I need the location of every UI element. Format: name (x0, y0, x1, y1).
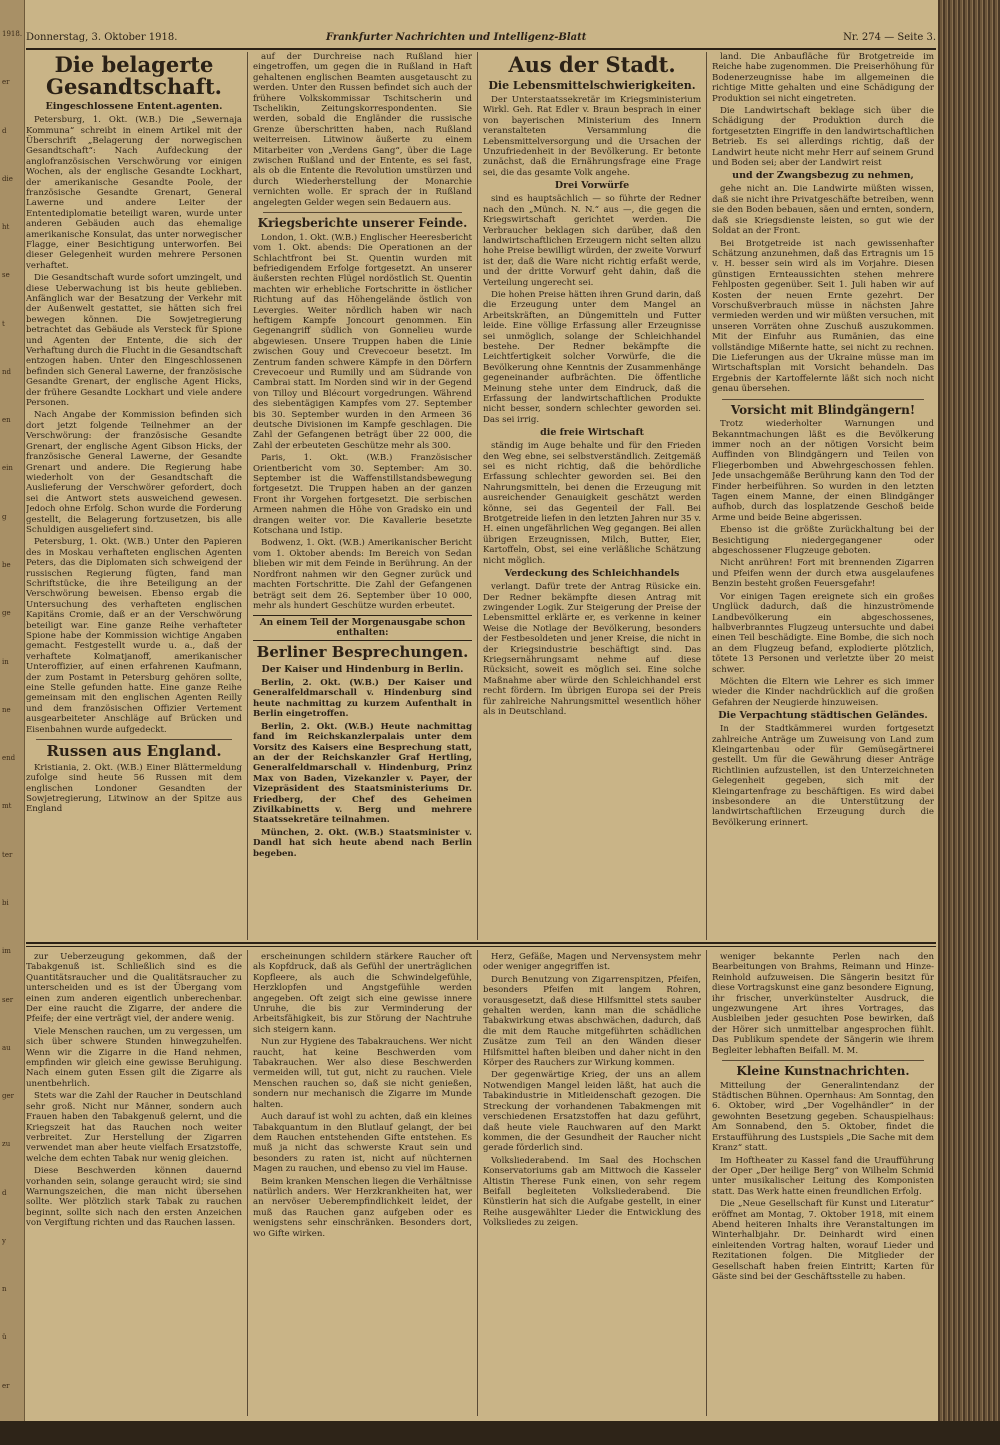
article-paragraph: München, 2. Okt. (W.B.) Staatsminister v. Dandl hat sich heute abend nach Berlin begeben. (253, 827, 472, 859)
page-masthead (26, 28, 936, 50)
subhead-freie-wirtschaft: die freie Wirtschaft (540, 427, 644, 439)
binding-fragment: 1918. (2, 30, 23, 38)
article-paragraph: Bodwenz, 1. Okt. (W.B.) Amerikanischer Bericht vom 1. Oktober abends: Im Bereich von Sedan blieben wir mit dem Feinde in Berührung. An der Nordfront nahmen wir den Gegner zurück und machten Fortschritte. Die Zahl der Gefangenen beträgt seit dem 26. September über 10 000, mehr als hundert Geschütze wurden erbeutet. (253, 538, 472, 611)
feuilleton-column-1 (26, 952, 242, 1416)
binding-fragment: d (2, 1188, 7, 1197)
binding-fragment: bi (2, 898, 9, 907)
article-paragraph: Die Landwirtschaft beklage sich über die Schädigung der Produktion durch die fortgesetzten Eingriffe in den landwirtschaftlichen Betrieb. Es sei allerdings richtig, daß der Landwirt heute nicht mehr Herr auf seinem Grund und Boden sei; aber der Landwirt reist (712, 106, 934, 169)
article-paragraph: Nach Angabe der Kommission befinden sich dort jetzt folgende Teilnehmer an der Verschwörung: der französische Gesandte Grenart, der englische Agent Gibson Hicks, der französische General Lawerne, der Gesandte Grenart und andere. Die Regierung habe wiederholt von der Gesandtschaft die Auslieferung der Verschwörer gefordert, doch sei die Antwort stets ausweichend gewesen. Jedoch ohne Erfolg. Schon wurde die Forderung gestellt, die Belagerung fortzusetzen, bis alle Schuldigen ausgeliefert sind. (26, 410, 242, 535)
subhead-drei-vorwuerfe: Drei Vorwürfe (554, 180, 630, 192)
feuilleton-column-4 (712, 952, 934, 1416)
binding-fragment: ü (2, 1333, 7, 1342)
article-paragraph: Der Unterstaatssekretär im Kriegsministerium Wirkl. Geh. Rat Edler v. Braun besprach in einer von bayerischen Ministerium des Innern veranstalteten Versammlung die Lebensmittelversorgung und die Ursachen der Unzufriedenheit in der Bevölkerung. Er betonte zunächst, daß die Ernährungsfrage eine Frage sei, die das gesamte Volk angehe. (483, 95, 701, 178)
subhead-kaiser-hindenburg: Der Kaiser und Hindenburg in Berlin. (261, 664, 464, 676)
feuilleton-paragraph: Beim kranken Menschen liegen die Verhältnisse natürlich anders. Wer Herzkrankheiten hat, wer an nervöser Ueberempfindlichkeit leidet, der muß das Rauchen ganz aufgeben oder es wenigstens sehr einschränken. Besonders dort, wo Gifte wirken. (253, 1176, 472, 1239)
binding-fragment: en (2, 416, 11, 425)
subhead-entente-agenten: Eingeschlossene Entent.agenten. (45, 101, 223, 113)
binding-fragment: ht (2, 223, 10, 232)
section-divider (722, 1060, 924, 1061)
feuilleton-paragraph: Volksliederabend. Im Saal des Hochschen Konservatoriums gab am Mittwoch die Kasseler Altistin Therese Funk einen, von sehr regem Beifall begleiteten Volksliederabend. Die Künstlerin hat sich die Aufgabe gestellt, in einer Reihe ausgewählter Lieder die Entwicklung des Volksliedes zu zeigen. (483, 1155, 701, 1229)
feuilleton-paragraph: weniger bekannte Perlen nach den Bearbeitungen von Brahms, Reimann und Hinze-Reinhold aufzuweisen. Die Sängerin besitzt für diese Vortragskunst eine ganz besondere Eignung, ihr frischer, unverkünstelter Ausdruck, die ungezwungene Art ihres Vortrages, das Ausbleiben jeder gesuchten Pose bewirken, daß der Hörer sich unmittelbar angesprochen fühlt. Das Publikum spendete der Sängerin wie ihrem Begleiter lebhaften Beifall. M. M. (712, 952, 934, 1056)
book-fore-edge (938, 0, 1000, 1445)
masthead-date: Donnerstag, 3. Oktober 1918. (26, 32, 178, 43)
subhead-lebensmittel: Die Lebensmittelschwierigkeiten. (488, 79, 696, 93)
subhead-verpachtung: Die Verpachtung städtischen Geländes. (718, 710, 928, 722)
column-rule (247, 52, 248, 940)
binding-fragment: ser (2, 995, 14, 1004)
section-divider (722, 399, 924, 400)
article-paragraph: Paris, 1. Okt. (W.B.) Französischer Orientbericht vom 30. September: Am 30. September ist die Waffenstillstandsbewegung fortgesetzt. Die Truppen haben an der ganzen Front ihr Vorgehen fortgesetzt. Die serbischen Armeen nahmen die Höhe von Gradsko ein und drangen weiter vor. Die Kavallerie besetzte Kotschana und Istip. (253, 453, 472, 537)
feuilleton-paragraph: erscheinungen schildern stärkere Raucher oft als Kopfdruck, daß als Gefühl der unerträglichen Kopfleere, als auch die Schwindelgefühle, Herzklopfen und Angstgefühle werden angegeben. Oft zeigt sich eine gewisse innere Unruhe, die bis zur Verminderung der Arbeitsfähigkeit, bis zur Störung der Nachtruhe sich steigern kann. (253, 952, 472, 1035)
column-2 (253, 52, 472, 940)
feuilleton-divider-thin (26, 946, 936, 947)
article-paragraph: land. Die Anbaufläche für Brotgetreide im Reiche habe zugenommen. Die Preiserhöhung für Bodenerzeugnisse habe im allgemeinen die richtige Mitte gehalten und eine Schädigung der Produktion sei nicht eingetreten. (712, 52, 934, 104)
feuilleton-paragraph: Nun zur Hygiene des Tabakrauchens. Wer nicht raucht, hat keine Beschwerden vom Tabakrauchen. Wer also diese Beschwerden vermeiden will, tut gut, nicht zu rauchen. Viele Menschen rauchen so, daß sie nicht genießen, sondern nur mechanisch die Zigarre im Munde halten. (253, 1037, 472, 1110)
feuilleton-paragraph: Im Hoftheater zu Kassel fand die Uraufführung der Oper „Der heilige Berg“ von Wilhelm Schmid unter musikalischer Leitung des Komponisten statt. Das Werk hatte einen freundlichen Erfolg. (712, 1155, 934, 1197)
subhead-zwangsbezug: und der Zwangsbezug zu nehmen, (732, 170, 914, 182)
article-paragraph: gehe nicht an. Die Landwirte müßten wissen, daß sie nicht ihre Privatgeschäfte betreiben, wenn sie den Boden bebauen, säen und ernten, sondern, daß sie Kriegsdienste leisten, so gut wie der Soldat an der Front. (712, 184, 934, 237)
article-paragraph: Berlin, 2. Okt. (W.B.) Heute nachmittag fand im Reichskanzlerpalais unter dem Vorsitz des Kaisers eine Besprechung statt, an der der Reichskanzler Graf Hertling, Generalfeldmarschall v. Hindenburg, Prinz Max von Baden, Vizekanzler v. Payer, der Vizepräsident des Staatsministeriums Dr. Friedberg, der Chef des Geheimen Zivilkabinetts v. Berg und mehrere Staatssekretäre teilnahmen. (253, 721, 472, 826)
subhead-schleichhandel: Verdeckung des Schleichhandels (504, 568, 680, 580)
column-1 (26, 52, 242, 940)
article-paragraph: Die Gesandtschaft wurde sofort umzingelt, und diese Ueberwachung ist bis heute geblieben. Anfänglich war der Besatzung der Verkehr mit der Außenwelt gestattet, sie hätten sich frei bewegen können. Die Sowjetregierung betrachtet das Gebäude als Versteck für Spione und Agenten der Entente, die sich der Verhaftung durch die Flucht in die Gesandtschaft entzogen haben. Unter den Eingeschlossenen befinden sich General Lawerne, der französische Gesandte Grenart, der englische Agent Hicks, der frühere Gesandte Lockhart und viele andere Personen. (26, 273, 242, 409)
feuilleton-paragraph: Mitteilung der Generalintendanz der Städtischen Bühnen. Opernhaus: Am Sonntag, den 6. Oktober, wird „Der Vogelhändler“ in der gewohnten Besetzung gegeben. Schauspielhaus: Am Sonnabend, den 5. Oktober, findet die Erstaufführung des Lustspiels „Die Sache mit dem Kranz“ statt. (712, 1080, 934, 1154)
column-rule (477, 52, 478, 940)
binding-fragment: in (2, 657, 9, 666)
binding-fragment: d (2, 126, 7, 135)
article-paragraph: ständig im Auge behalte und für den Frieden den Weg ebne, sei selbstverständlich. Zeitgemäß sei es nicht richtig, daß die behördliche Erfassung schlechter geworden sei. Bei den Nahrungsmitteln, bei denen die Erzeugung mit ausreichender Genauigkeit geschätzt werden könne, sei das Gegenteil der Fall. Bei Brotgetreide liefen in den letzten Jahren nur 35 v. H. einen ungefährlichen Weg gegangen. Bei allen übrigen Erzeugnissen, Milch, Butter, Eier, Kartoffeln, Obst, sei eine verläßliche Schätzung nicht möglich. (483, 441, 701, 566)
headline-blindgaenger: Vorsicht mit Blindgängern! (730, 402, 916, 417)
binding-fragment: t (2, 319, 5, 328)
article-paragraph: Berlin, 2. Okt. (W.B.) Der Kaiser und Generalfeldmarschall v. Hindenburg sind heute nachmittag zu kurzem Aufenthalt in Berlin eingetroffen. (253, 678, 472, 720)
article-paragraph: Ebenso ist die größte Zurückhaltung bei der Besichtigung niedergegangener oder abgeschossener Flugzeuge geboten. (712, 525, 934, 557)
headline-berliner-besprechungen: Berliner Besprechungen. (256, 643, 469, 662)
feuilleton-paragraph: Der gegenwärtige Krieg, der uns an allem Notwendigen Mangel leiden läßt, hat auch die Tabakindustrie in Mitleidenschaft gezogen. Die Streckung der vorhandenen Tabakmengen mit verschiedenen Ersatzstoffen hat dazu geführt, daß heute viele Rauchwaren auf den Markt kommen, die der Gesundheit der Raucher nicht gerade förderlich sind. (483, 1070, 701, 1154)
feuilleton-paragraph: Die „Neue Gesellschaft für Kunst und Literatur“ eröffnet am Montag, 7. Oktober 1918, mit einem Abend heiteren Inhalts ihre Veranstaltungen im Winterhalbjahr. Dr. Deinhardt wird einen einleitenden Vortrag halten, worauf Lieder und Rezitationen folgen. Die Mitglieder der Gesellschaft haben freien Eintritt; Karten für Gäste sind bei der Geschäftsstelle zu haben. (712, 1199, 934, 1282)
column-rule (247, 950, 248, 1416)
binding-fragment: er (2, 1381, 10, 1390)
binding-fragment: ger (2, 1092, 14, 1101)
binding-fragment: se (2, 271, 10, 280)
article-paragraph: Trotz wiederholter Warnungen und Bekanntmachungen läßt es die Bevölkerung immer noch an der nötigen Vorsicht beim Auffinden von Blindgängern und Teilen von Fliegerbomben und Abwehrgeschossen fehlen. Jede unsachgemäße Berührung kann den Tod der Finder herbeiführen. So wurden in den letzten Tagen einem Manne, der einen Blindgänger aufhob, durch das losplatzende Geschoß beide Arme und beide Beine abgerissen. (712, 419, 934, 523)
binding-fragment: ge (2, 609, 11, 618)
headline-kunstnachrichten: Kleine Kunstnachrichten. (736, 1064, 910, 1079)
article-paragraph: Vor einigen Tagen ereignete sich ein großes Unglück dadurch, daß die hinzuströmende Landbevölkerung ein abgeschossenes, halbverbranntes Flugzeug untersuchte und dabei einen Teil beschädigte. Eine Bombe, die sich noch an dem Flugzeug befand, explodierte plötzlich, tötete 13 Personen und verletzte über 20 meist schwer. (712, 591, 934, 675)
article-paragraph: London, 1. Okt. (W.B.) Englischer Heeresbericht vom 1. Okt. abends: Die Operationen an der Schlachtfront bei St. Quentin wurden mit befriedigendem Erfolge fortgesetzt. An unserer äußersten rechten Flügel nordöstlich St. Quentin machten wir erhebliche Fortschritte in östlicher Richtung auf das Höhengelände östlich von Levergies. Weiter nördlich haben wir nach heftigem Kampfe Joncourt genommen. Ein Gegenangriff südlich von Gonnelieu wurde abgewiesen. Unsere Truppen haben die Linie zwischen Gouy und Crevecoeur besetzt. Im Zentrum fanden schwere Kämpfe in den Dörfern Crevecoeur und Rumilly und am Südrande von Cambrai statt. Im Norden sind wir in der Gegend von Tilloy und Blécourt vorgedrungen. Während des siebentägigen Kampfes vom 27. September bis 30. September wurden in den Armeen 36 deutsche Divisionen im Kampfe geschlagen. Die Zahl der Gefangenen beträgt über 22 000, die Zahl der erbeuteten Geschütze mehr als 300. (253, 232, 472, 451)
column-4 (712, 52, 934, 940)
feuilleton-paragraph: Durch Benutzung von Zigarrenspitzen, Pfeifen, besonders Pfeifen mit langem Rohren, vorausgesetzt, daß diese Hilfsmittel stets sauber gehalten werden, kann man die schädliche Tabakwirkung etwas abschwächen, dadurch, daß die mit dem Rauche mitgeführten schädlichen Zusätze zum Teil an den Wänden dieser Hilfsmittel haften bleiben und daher nicht in den Körper des Rauchers zur Wirkung kommen. (483, 974, 701, 1069)
article-paragraph: auf der Durchreise nach Rußland hier eingetroffen, um gegen die in Rußland in Haft gehaltenen englischen Beamten ausgetauscht zu werden. Unter den Russen befindet sich auch der frühere Volkskommissar Tschitscherin und Tschelikin, Zeitungskorrespondenten. Sie werden, sobald die Engländer die russische Grenze überschritten haben, nach Rußland weiterreisen. Litwinow äußerte zu einem Mitarbeiter von „Verdens Gang“, über die Lage zwischen Rußland und der Entente, es sei fast, als ob die Entente die Revolution umstürzen und durch Wiederherstellung der Monarchie vernichten wolle. Er sprach der in Rußland angelegten Gelder wegen sein Bedauern aus. (253, 52, 472, 208)
binding-fragment: nd (2, 367, 11, 376)
binding-fragment: ne (2, 705, 11, 714)
column-rule (477, 950, 478, 1416)
article-paragraph: Petersburg, 1. Okt. (W.B.) Die „Sewernaja Kommuna“ schreibt in einem Artikel mit der Überschrift „Belagerung der norwegischen Gesandtschaft“: Nach Aufdeckung der anglofranzösischen Verschwörung vor einigen Wochen, als der englische Gesandte Lockhart, der amerikanische Gesandte Poole, der französische Gesandte Grenart, General Lawerne und andere Leiter der Ententediplomatie beteiligt waren, wurde unter anderen Gebäuden auch das ehemalige amerikanische Konsulat, das unter norwegischer Flagge, einer Besichtigung unterworfen. Bei dieser Gelegenheit wurden mehrere Personen verhaftet. (26, 115, 242, 271)
newspaper-sheet (26, 28, 936, 1418)
binding-fragment: n (2, 1285, 7, 1294)
binding-fragment: im (2, 947, 11, 956)
column-3 (483, 52, 701, 940)
headline-aus-der-stadt: Aus der Stadt. (508, 52, 676, 77)
binding-fragment: ein (2, 464, 13, 473)
article-paragraph: Kristiania, 2. Okt. (W.B.) Einer Blättermeldung zufolge sind heute 56 Russen mit dem englischen Londoner Gesandten der Sowjetregierung, Litwinow an der Spitze aus England (26, 762, 242, 815)
feuilleton-divider (26, 942, 936, 944)
feuilleton-paragraph: Stets war die Zahl der Raucher in Deutschland sehr groß. Nicht nur Männer, sondern auch Frauen haben den Tabakgenuß gelernt, und die Kriegszeit hat das Rauchen noch weiter verbreitet. Zur Herstellung der Zigarren verwendet man aber heute vielfach Ersatzstoffe, welche dem echten Tabak nur wenig gleichen. (26, 1091, 242, 1164)
feuilleton-paragraph: Viele Menschen rauchen, um zu vergessen, um sich über schwere Stunden hinwegzuhelfen. Wenn wir die Zigarre in die Hand nehmen, empfinden wir gleich eine gewisse Beruhigung. Nach einem guten Essen gilt die Zigarre als unentbehrlich. (26, 1026, 242, 1089)
binding-fragment: be (2, 561, 11, 570)
notice-morgenausgabe: An einem Teil der Morgenausgabe schon enthalten: (253, 615, 472, 641)
headline-russen-aus-england: Russen aus England. (46, 742, 222, 761)
headline-kriegsberichte: Kriegsberichte unserer Feinde. (257, 216, 468, 231)
binding-fragment: er (2, 78, 10, 87)
binding-fragment: y (2, 1236, 6, 1245)
binding-fragment: zu (2, 1140, 11, 1149)
feuilleton-paragraph: Diese Beschwerden können dauernd vorhanden sein, solange geraucht wird; sie sind Warnungszeichen, die man nicht übersehen sollte. Wer plötzlich stark Tabak zu rauchen beginnt, sollte sich nach den ersten Anzeichen von Vergiftung richten und das Rauchen lassen. (26, 1166, 242, 1229)
feuilleton-paragraph: zur Ueberzeugung gekommen, daß der Tabakgenuß ist. Schließlich sind es die Quantitätsraucher und die Qualitätsraucher zu unterscheiden und es ist der Übergang vom einen zum anderen eigentlich unberechenbar. Der eine raucht die Zigarre, der andere die Pfeife; der eine verträgt viel, der andere wenig. (26, 952, 242, 1025)
article-paragraph: sind es hauptsächlich — so führte der Redner nach den „Münch. N. N.“ aus —, die gegen die Kriegswirtschaft gerichtet werden. Die Verbraucher beklagen sich darüber, daß den landwirtschaftlichen Erzeugern nicht selten allzu hohe Preise bewilligt würden, der zweite Vorwurf ist der, daß die Ware nicht richtig erfaßt werde, und der dritte Vorwurf geht dahin, daß die Verteilung ungerecht sei. (483, 194, 701, 288)
article-paragraph: Möchten die Eltern wie Lehrer es sich immer wieder die Kinder nachdrücklich auf die großen Gefahren der Neugierde hinzuweisen. (712, 676, 934, 708)
feuilleton-paragraph: Auch darauf ist wohl zu achten, daß ein kleines Tabakquantum in den Blutlauf gelangt, der bei dem Rauchen entstehenden Gifte entstehen. Es muß ja nicht das schwerste Kraut sein und besonders zu raten ist, nicht auf nüchternen Magen zu rauchen, und ebenso zu viel im Hause. (253, 1112, 472, 1175)
feuilleton-column-3 (483, 952, 701, 1416)
binding-fragment: mt (2, 802, 12, 811)
binding-fragment: au (2, 1043, 11, 1052)
article-paragraph: Bei Brotgetreide ist nach gewissenhafter Schätzung anzunehmen, daß das Ertragnis um 15 v. H. besser sein wird als im Vorjahre. Diesen günstigen Ernteaussichten stehen mehrere Fehlposten gegenüber. Seit 1. Juli haben wir auf Kosten der neuen Ernte gezehrt. Der Vorschußverbrauch müsse in nächsten Jahre vermieden werden und wir müßten versuchen, mit unseren Vorräten ohne Zuschuß auszukommen. Mit der Einfuhr aus Rumänien, das eine vollständige Mißernte hatte, sei nicht zu rechnen. Die Lieferungen aus der Ukraine müsse man im Wirtschaftsplan mit Vorsicht behandeln. Das Ergebnis der Kartoffelernte läßt sich noch nicht genau übersehen. (712, 238, 934, 395)
article-paragraph: In der Stadtkämmerei wurden fortgesetzt zahlreiche Anträge um Zuweisung von Land zum Kleingartenbau oder für Gemüsegärtnerei gestellt. Um für die Gewährung dieser Anträge Richtlinien aufzustellen, ist den Unterzeichneten Gelegenheit gegeben, sich mit der Kleingartenfrage zu beschäftigen. Es wird dabei insbesondere an die Unterstützung der landwirtschaftlichen Erzeugung durch die Bevölkerung erinnert. (712, 724, 934, 828)
binding-fragment: die (2, 174, 13, 183)
article-paragraph: Petersburg, 1. Okt. (W.B.) Unter den Papieren des in Moskau verhafteten englischen Agenten Peters, das die Diplomaten sich schweigend der russischen Regierung fügten, fand man Schriftstücke, die ihre Beteiligung an der Verschwörung beweisen. Ebenso ergab die Untersuchung des verhafteten englischen Kapitäns Cromie, daß er an der Verschwörung beteiligt war. Eine ganze Reihe verhafteter Spione habe der Kommission wichtige Angaben gemacht. Festgestellt wurde u. a., daß der verhaftete Kolmatjanoff, amerikanischer Unteroffizier, auf einen erfahrenen Kaufmann, der zum Postamt in Petersburg gehören sollte, eine Stelle gefunden hatte. Eine ganze Reihe gemeinsam mit den englischen Agenten Reilly und dem französischen Offizier Vertement ausgearbeiteter Anschläge auf Brücken und Eisenbahnen wurde aufgedeckt. (26, 537, 242, 735)
masthead-title: Frankfurter Nachrichten und Intelligenz-Blatt (326, 32, 587, 43)
binding-fragment: ter (2, 850, 13, 859)
binding-gutter (0, 0, 25, 1445)
column-rule (706, 950, 707, 1416)
section-divider (36, 739, 232, 740)
feuilleton-paragraph: Herz, Gefäße, Magen und Nervensystem mehr oder weniger angegriffen ist. (483, 952, 701, 973)
article-paragraph: Nicht anrühren! Fort mit brennenden Zigarren und Pfeifen wenn der durch etwa ausgelaufenes Benzin besteht großen Feuersgefahr! (712, 558, 934, 590)
binding-fragment: end (2, 754, 16, 763)
masthead-page-number: Nr. 274 — Seite 3. (843, 32, 936, 43)
feuilleton-column-2 (253, 952, 472, 1416)
headline-belagerte-gesandtschaft: Die belagerte Gesandtschaft. (46, 52, 222, 100)
binding-fragment: g (2, 512, 7, 521)
article-paragraph: verlangt. Dafür trete der Antrag Rüsicke ein. Der Redner bekämpfte diesen Antrag mit zwingender Logik. Zur Steigerung der Preise der Lebensmittel erklärte er, es verkenne in keiner Weise die Notlage der Bevölkerung, besonders der Festbesoldeten und jener Kreise, die nicht in der Kriegsindustrie beschäftigt sind. Das Kriegsernährungsamt nehme auf diese Rücksicht, soweit es möglich sei. Eine solche Maßnahme aber würde den Schleichhandel erst recht fördern. Im übrigen Europa sei der Preis für zahlreiche Nahrungsmittel wesentlich höher als in Deutschland. (483, 582, 701, 717)
photo-bottom-edge (0, 1421, 1000, 1445)
section-divider (263, 212, 462, 213)
column-rule (706, 52, 707, 940)
article-paragraph: Die hohen Preise hätten ihren Grund darin, daß die Erzeugung unter dem Mangel an Arbeitskräften, an Düngemitteln und Futter leide. Eine völlige Erfassung aller Erzeugnisse sei unmöglich, solange der Schleichhandel bestehe. Der Redner bekämpfte die Leichtfertigkeit solcher Vorwürfe, die die Bevölkerung ohne Kenntnis der Zusammenhänge gegeneinander aufbrächten. Die öffentliche Meinung stehe unter dem Eindruck, daß die Erfassung der landwirtschaftlichen Produkte nicht besser, sondern schlechter geworden sei. Das sei irrig. (483, 289, 701, 425)
